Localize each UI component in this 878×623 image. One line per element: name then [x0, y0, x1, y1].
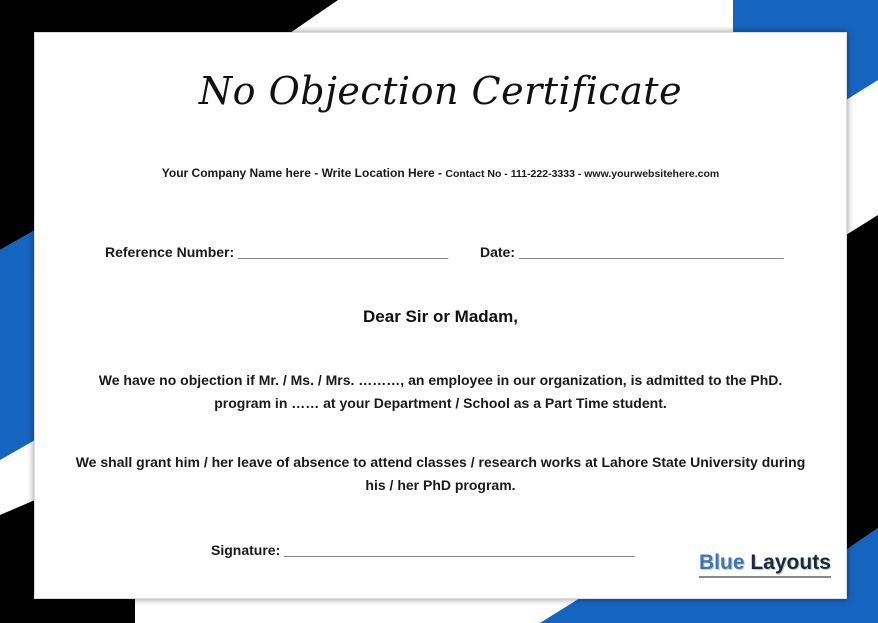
date-blank: __________________________________	[518, 244, 784, 260]
blue-layouts-logo	[699, 551, 831, 578]
date-label: Date:	[480, 244, 516, 260]
reference-label: Reference Number:	[105, 244, 235, 260]
logo-word-layouts: Layouts	[750, 551, 831, 574]
paragraph-objection: We have no objection if Mr. / Ms. / Mrs. ………, an employee in our organization, is admitted to the PhD. program in …… at your Department / School as a Part Time student.	[98, 372, 783, 411]
signature-blank: _____________________________________________	[284, 542, 635, 558]
blue-left-shape	[0, 230, 35, 460]
company-contact: Contact No - 111-222-3333 - www.yourwebsitehere.com	[445, 168, 720, 180]
reference-number-line	[105, 244, 448, 260]
logo-word-blue: Blue	[699, 551, 745, 574]
signature-line	[211, 542, 635, 558]
signature-label: Signature:	[211, 542, 281, 558]
certificate-card	[35, 33, 846, 598]
company-name-location: Your Company Name here - Write Location Here -	[161, 166, 443, 180]
salutation: Dear Sir or Madam,	[363, 307, 518, 326]
reference-blank: ___________________________	[238, 244, 449, 260]
date-line	[480, 244, 784, 260]
certificate-title: No Objection Certificate	[198, 69, 683, 113]
paragraph-leave: We shall grant him / her leave of absence to attend classes / research works at Lahore State University during his / her PhD program.	[75, 454, 806, 493]
company-line	[35, 166, 846, 180]
black-right-shape	[846, 215, 878, 550]
